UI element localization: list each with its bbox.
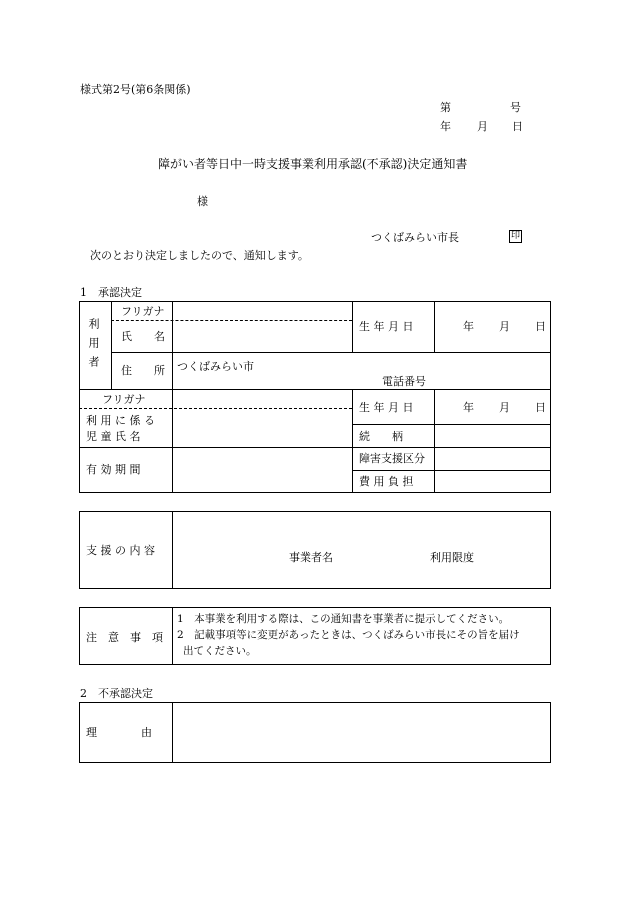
divider [352,389,353,493]
birth-day: 日 [535,320,546,333]
divider [111,301,112,389]
child-label-line2: 児 童 氏 名 [86,430,141,443]
divider [111,320,352,321]
divider [111,352,551,353]
issuer-name: つくばみらい市長 [371,231,459,244]
provider-label: 事業者名 [289,551,333,564]
divider [172,607,173,665]
support-label: 支 援 の 内 容 [86,544,155,557]
divider [352,470,551,471]
phone-label: 電話番号 [382,375,426,388]
form-number: 様式第2号(第6条関係) [80,83,191,96]
date-year: 年 [440,120,451,133]
divider [172,511,173,589]
section2-heading: 2 不承認決定 [80,687,153,700]
seal-mark: 印 [510,231,520,241]
child-birthdate-label: 生 年 月 日 [359,401,414,414]
notes-item-2-cont: 出てください。 [183,645,257,657]
cost-burden-label: 費 用 負 担 [359,475,414,488]
disability-class-label: 障害支援区分 [359,452,425,465]
address-label: 住 所 [121,364,165,377]
name-label: 氏 名 [121,330,165,343]
child-birth-year: 年 [463,401,474,414]
divider [79,447,551,448]
child-label-line1: 利 用 に 係 る [86,414,155,427]
furigana-label: フリガナ [121,305,165,318]
intro-text: 次のとおり決定しましたので、通知します。 [90,249,309,262]
divider [434,301,435,352]
notes-item-1: 1 本事業を利用する際は、この通知書を事業者に提示してください。 [177,613,510,625]
date-month: 月 [477,120,488,133]
child-furigana-label: フリガナ [102,393,146,406]
limit-label: 利用限度 [430,551,474,564]
child-birth-month: 月 [499,401,510,414]
number-suffix: 号 [510,101,521,114]
divider [172,301,173,493]
divider [434,389,435,493]
birthdate-label: 生 年 月 日 [359,320,414,333]
child-birth-day: 日 [535,401,546,414]
validity-label: 有 効 期 間 [86,463,141,476]
addressee-suffix: 様 [197,195,208,208]
birth-month: 月 [499,320,510,333]
divider [79,408,352,409]
reason-label: 理 由 [86,726,152,739]
divider [79,389,551,390]
section1-heading: 1 承認決定 [80,286,142,299]
birth-year: 年 [463,320,474,333]
address-value: つくばみらい市 [177,360,254,373]
notes-item-2: 2 記載事項等に変更があったときは、つくばみらい市長にその旨を届け [177,629,520,641]
divider [352,301,353,352]
date-day: 日 [512,120,523,133]
relationship-label: 続 柄 [359,430,403,443]
number-prefix: 第 [440,101,451,114]
user-label: 利用者 [87,318,100,375]
notes-label: 注 意 事 項 [86,631,163,644]
document-title: 障がい者等日中一時支援事業利用承認(不承認)決定通知書 [158,157,468,171]
divider [172,702,173,763]
divider [352,424,551,425]
